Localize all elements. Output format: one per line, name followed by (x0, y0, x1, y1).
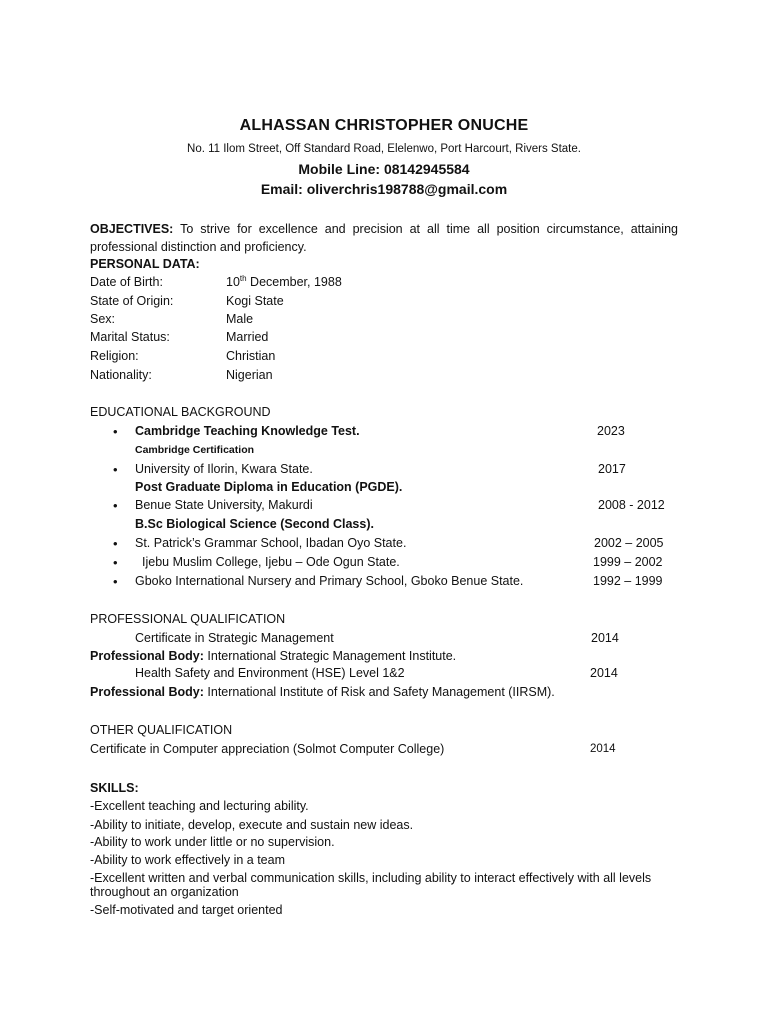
qualification-title: Health Safety and Environment (HSE) Level 1&2 (135, 666, 405, 680)
marital-value: Married (226, 330, 269, 344)
education-subtitle: Cambridge Certification (135, 444, 255, 456)
objectives-paragraph (90, 220, 678, 256)
skill-item: -Ability to work effectively in a team (90, 853, 285, 867)
qualification-year: 2014 (590, 666, 618, 680)
education-year: 1992 – 1999 (593, 574, 663, 588)
education-year: 2023 (597, 424, 625, 438)
other-qualification-text: Certificate in Computer appreciation (Solmot Computer College) (90, 742, 445, 756)
dob-value: 10th December, 1988 (226, 273, 342, 289)
skill-item: -Ability to initiate, develop, execute and sustain new ideas. (90, 818, 414, 832)
education-heading: EDUCATIONAL BACKGROUND (90, 405, 271, 419)
dob-label: Date of Birth: (90, 275, 163, 289)
email-line: Email: oliverchris198788@gmail.com (260, 181, 508, 197)
skill-item: -Excellent written and verbal communication skills, including ability to interact effectively with all levels throughout an organization (90, 871, 652, 899)
address-line: No. 11 Ilom Street, Off Standard Road, Elelenwo, Port Harcourt, Rivers State. (187, 143, 581, 155)
qualification-year: 2014 (591, 631, 619, 645)
education-subtitle: B.Sc Biological Science (Second Class). (135, 517, 374, 531)
objectives-label: OBJECTIVES: (90, 222, 174, 236)
sex-value: Male (226, 312, 254, 326)
education-subtitle: Post Graduate Diploma in Education (PGDE). (135, 480, 403, 494)
nationality-value: Nigerian (226, 368, 273, 382)
skills-heading: SKILLS: (90, 781, 139, 795)
applicant-name: ALHASSAN CHRISTOPHER ONUCHE (239, 117, 529, 134)
professional-heading: PROFESSIONAL QUALIFICATION (90, 612, 286, 626)
sex-label: Sex: (90, 312, 116, 326)
qualification-title: Certificate in Strategic Management (135, 631, 334, 645)
religion-label: Religion: (90, 349, 139, 363)
education-item: Gboko International Nursery and Primary School, Gboko Benue State. (135, 574, 524, 588)
education-year: 2017 (598, 462, 626, 476)
mobile-line: Mobile Line: 08142945584 (298, 161, 470, 177)
education-item: Benue State University, Makurdi (135, 498, 313, 512)
professional-body-line: Professional Body: International Strategic Management Institute. (90, 649, 457, 663)
origin-value: Kogi State (226, 294, 284, 308)
education-item: Cambridge Teaching Knowledge Test. (135, 424, 360, 438)
skill-item: -Self-motivated and target oriented (90, 903, 283, 917)
nationality-label: Nationality: (90, 368, 152, 382)
bullet-icon: • (113, 462, 118, 477)
skill-item: -Ability to work under little or no supervision. (90, 835, 335, 849)
education-item: University of Ilorin, Kwara State. (135, 462, 313, 476)
bullet-icon: • (113, 424, 118, 439)
religion-value: Christian (226, 349, 276, 363)
objectives-text: To strive for excellence and precision at all time all position circumstance, attaining professional distinction and proficiency. (90, 222, 678, 254)
education-year: 2008 - 2012 (598, 498, 665, 512)
personal-data-heading: PERSONAL DATA: (90, 257, 200, 271)
marital-label: Marital Status: (90, 330, 170, 344)
education-item: St. Patrick’s Grammar School, Ibadan Oyo State. (135, 536, 407, 550)
education-year: 1999 – 2002 (593, 555, 663, 569)
origin-label: State of Origin: (90, 294, 174, 308)
education-item: Ijebu Muslim College, Ijebu – Ode Ogun State. (142, 555, 400, 569)
professional-body-line: Professional Body: International Institute of Risk and Safety Management (IIRSM). (90, 685, 555, 699)
education-year: 2002 – 2005 (594, 536, 664, 550)
skill-item: -Excellent teaching and lecturing ability. (90, 799, 309, 813)
other-qualification-heading: OTHER QUALIFICATION (90, 723, 233, 737)
bullet-icon: • (113, 498, 118, 513)
bullet-icon: • (113, 536, 118, 551)
bullet-icon: • (113, 555, 118, 570)
bullet-icon: • (113, 574, 118, 589)
other-qualification-year: 2014 (590, 743, 616, 755)
